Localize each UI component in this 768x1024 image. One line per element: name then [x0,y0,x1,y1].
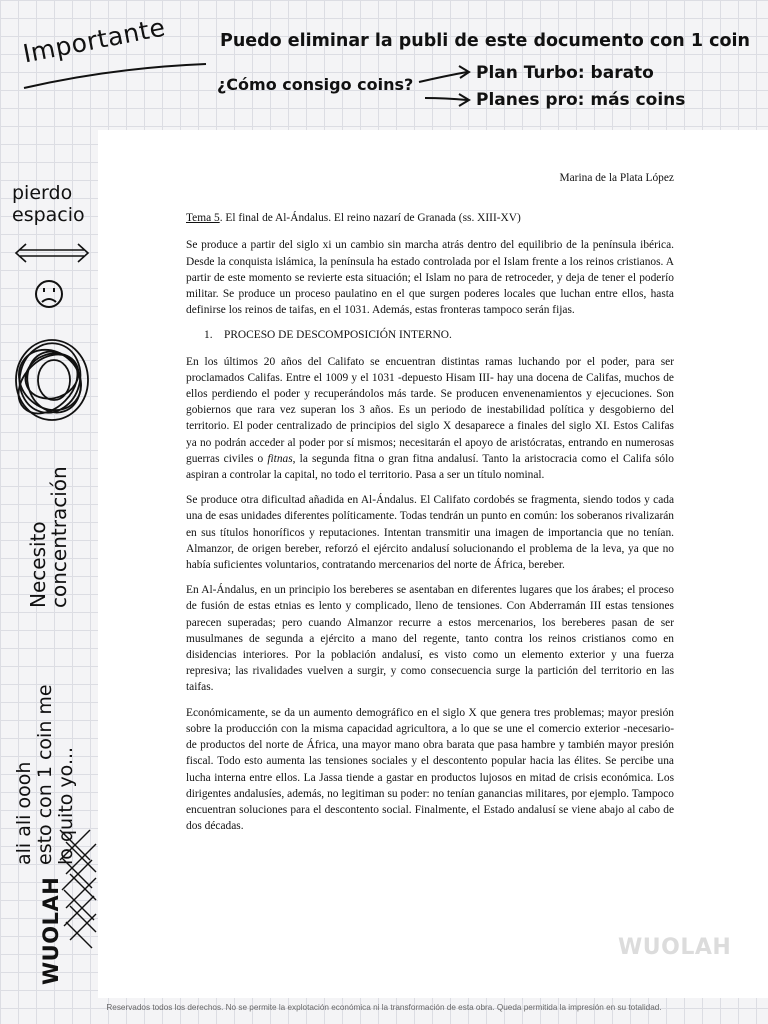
paragraph-3: En Al-Ándalus, en un principio los bereberes se asentaban en diferentes lugares que los árabes; el proceso de fusión de estas etnias es lento y complicado, lleno de tensiones. Con Abderramán III estas tensiones parecen superadas; pero cuando Almanzor recurre a estos mercenarios, los bereberes pasan de ser musulmanes de segunda a ejército a mano del regente, tanto contra los reinos cristianos como en disidencias interiores. Por la población andalusí, es visto como un elemento exterior y una fuerza represiva; las rivalidades vuelven a surgir, y como consecuencia surge la partición del territorio en las taifas. [186,584,674,694]
promo-sidebar [0,130,98,1000]
arrow-icons [415,60,475,108]
document-page [98,130,768,998]
paragraph-1: En los últimos 20 años del Califato se encuentran distintas ramas luchando por el poder, para ser proclamados Califas. Entre el 1009 y el 1031 -depuesto Hisam III- hay una docena de Califas, muchos de ellos perdiendo el poder y recuperándolos más tarde. Se producen envenenamientos y ejecuciones. Son gobiernos que rara vez superan los 3 años. Es un periodo de inestabilidad política y desgobierno del territorio. El poder centralizado de principios del siglo X desaparece a finales del siglo XI. Estos Califas ya no podrán acceder al poder por sí mismos; necesitarán el apoyo de aristócratas, entrando en numerosas guerras civiles o fitnas, la segunda fitna o gran fitna andalusí. Tanto la aristocracia como el Califa sólo aspiran a controlar la capital, no todo el territorio. Pasa a ser un título nominal. [186,355,674,482]
author-name: Marina de la Plata López [559,172,674,184]
wuolah-logo: WUOLAH [39,876,63,985]
pierdo-espacio-note: pierdo espacio [12,182,85,226]
copyright-footer: Reservados todos los derechos. No se permite la explotación económica ni la transformación de esta obra. Queda permitida la impresión en su totalidad. [106,1003,662,1012]
paragraph-2: Se produce otra dificultad añadida en Al-Ándalus. El Califato cordobés se fragmenta, siendo todos y cada una de esas unidades diferentes políticamente. Todas tendrán un punto en común: los soberanos rivalizarán en sus títulos honoríficos y reputaciones. Intentan transmitir una imagen de importancia que no tenían. Almanzor, de origen bereber, reforzó el ejército andalusí solucionando el problema de la leva, ya que no había suficientes voluntarios, contratando mercenarios del norte de África, bereber. [186,494,674,572]
document-body [186,170,674,843]
section-number: 1. [204,329,213,342]
document-title [186,210,674,226]
sad-face-icon [36,281,62,307]
scribble-underline [20,62,210,92]
plan-pro-link[interactable]: Planes pro: más coins [476,90,686,110]
scribble-icon [7,336,94,425]
tema-title: . El final de Al-Ándalus. El reino nazarí de Granada (ss. XIII-XV) [219,212,521,225]
plan-turbo-link[interactable]: Plan Turbo: barato [476,63,654,83]
paragraph-4: Económicamente, se da un aumento demográfico en el siglo X que genera tres problemas; mayor presión sobre la producción con la misma capacidad agricultora, a lo que se une el comercio exterior -necesario- de productos del norte de África, una mayor mano obra barata que pasa hambre y también mayor presión fiscal. Todo esto aumenta las tensiones sociales y el descontento popular hacia las élites. Se percibe una lucha interna entre ellos. La Jassa tiende a gastar en productos lujosos en mitad de crisis económica. Los dirigentes andalusíes, además, no legitiman su poder: no tenían ganancias militares, por ejemplo. Tampoco encuentran soluciones para el descontento social. Finalmente, el Estado andalusí se viene abajo al cabo de dos décadas. [186,706,674,833]
how-coins-question: ¿Cómo consigo coins? [217,75,414,94]
double-arrow-icon [16,244,88,262]
intro-paragraph: Se produce a partir del siglo xi un cambio sin marcha atrás dentro del equilibrio de la península ibérica. Desde la conquista islámica, la península ha estado controlada por el Islam frente a los reinos cristianos. A partir de este momento se revierte esta situación; el Islam no para de retroceder, y deja de tener el poderío militar. Se produce un proceso paulatino en el que surgen poderes locales que luchan entre ellos, hasta definirse los reinos de taifas, en el 1031. Además, estas fronteras tampoco serán fijas. [186,239,674,317]
section-title: PROCESO DE DESCOMPOSICIÓN INTERNO. [224,329,452,342]
tema-label: Tema 5 [186,212,220,225]
important-label: Importante [20,12,168,69]
ali-ali-note: ali ali oooh esto con 1 coin me lo quito yo... [13,684,77,865]
necesito-concentracion-note: Necesito concentración [26,466,71,608]
wuolah-watermark: WUOLAH [618,935,732,960]
promo-header [0,0,768,130]
remove-ads-headline: Puedo eliminar la publi de este documento con 1 coin [220,31,750,51]
section-heading [204,327,674,343]
